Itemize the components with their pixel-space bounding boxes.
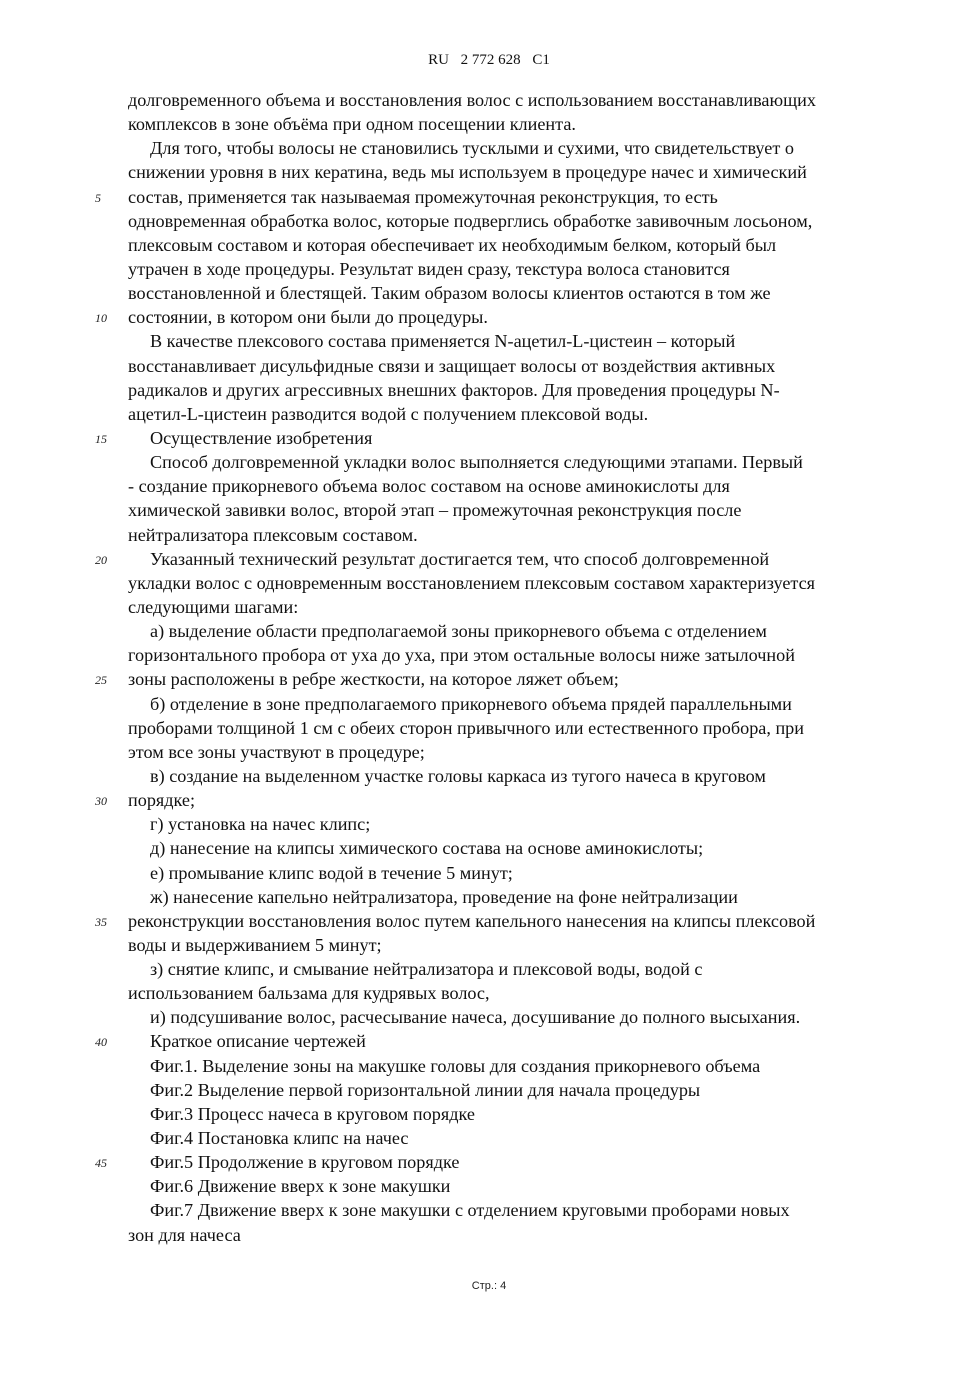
- line-text: снижении уровня в них кератина, ведь мы используем в процедуре начес и химический: [128, 162, 807, 183]
- line-text: ж) нанесение капельно нейтрализатора, проведение на фоне нейтрализации: [150, 886, 738, 907]
- text-line: [95, 185, 888, 209]
- patent-header: [0, 52, 978, 69]
- line-text: Для того, чтобы волосы не становились тусклыми и сухими, что свидетельствует о: [150, 138, 794, 159]
- line-text: Осуществление изобретения: [150, 427, 373, 448]
- line-text: е) промывание клипс водой в течение 5 минут;: [150, 862, 513, 883]
- line-text: комплексов в зоне объёма при одном посещении клиента.: [128, 114, 576, 135]
- line-text: г) установка на начес клипс;: [150, 814, 371, 835]
- text-line: [128, 716, 888, 740]
- line-number: 20: [95, 552, 107, 567]
- text-line: [128, 1078, 888, 1102]
- text-line: [128, 861, 888, 885]
- text-line: [95, 305, 888, 329]
- line-text: радикалов и других агрессивных внешних факторов. Для проведения процедуры N-: [128, 379, 780, 400]
- line-text: ацетил-L-цистеин разводится водой с получением плексовой воды.: [128, 403, 649, 424]
- text-line: [128, 378, 888, 402]
- text-line: [95, 547, 888, 571]
- line-text: долговременного объема и восстановления волос с использованием восстанавливающих: [128, 90, 816, 110]
- line-text: реконструкции восстановления волос путем капельного нанесения на клипсы плексовой: [128, 910, 816, 931]
- text-line: [128, 571, 888, 595]
- line-number: 40: [95, 1035, 107, 1050]
- line-text: одновременная обработка волос, которые подверглись обработке завивочным лосьоном,: [128, 210, 813, 231]
- text-line: [128, 619, 888, 643]
- line-number: 15: [95, 431, 107, 446]
- text-line: [128, 981, 888, 1005]
- line-text: нейтрализатора плексовым составом.: [128, 524, 418, 545]
- text-line: [128, 474, 888, 498]
- text-line: [128, 643, 888, 667]
- line-text: Фиг.6 Движение вверх к зоне макушки: [150, 1176, 451, 1197]
- line-text: и) подсушивание волос, расчесывание начеса, досушивание до полного высыхания.: [150, 1007, 801, 1028]
- text-line: [95, 788, 888, 812]
- text-line: [128, 933, 888, 957]
- text-line: [128, 595, 888, 619]
- line-text: Фиг.4 Постановка клипс на начес: [150, 1128, 409, 1149]
- line-text: горизонтального пробора от уха до уха, при этом остальные волосы ниже затылочной: [128, 645, 795, 666]
- line-number: 30: [95, 794, 107, 809]
- line-number: 45: [95, 1156, 107, 1171]
- text-line: [128, 498, 888, 522]
- line-text: следующими шагами:: [128, 596, 299, 617]
- text-line: [128, 957, 888, 981]
- text-line: [95, 667, 888, 691]
- text-line: [128, 740, 888, 764]
- patent-kind: C1: [532, 52, 550, 68]
- line-number: 25: [95, 673, 107, 688]
- text-line: [128, 402, 888, 426]
- line-text: Указанный технический результат достигается тем, что способ долговременной: [150, 548, 770, 569]
- page-label: Стр.:: [471, 1280, 498, 1292]
- text-line: [128, 812, 888, 836]
- text-line: [128, 160, 888, 184]
- text-line: [95, 426, 888, 450]
- line-text: Фиг.1. Выделение зоны на макушке головы для создания прикорневого объема: [150, 1055, 761, 1076]
- line-text: восстанавливает дисульфидные связи и защищает волосы от воздействия активных: [128, 355, 776, 376]
- line-text: Фиг.7 Движение вверх к зоне макушки с отделением круговыми проборами новых: [150, 1200, 790, 1221]
- line-text: зоны расположены в ребре жесткости, на которое ляжет объем;: [128, 669, 619, 690]
- line-text: зон для начеса: [128, 1224, 241, 1245]
- line-text: д) нанесение на клипсы химического состава на основе аминокислоты;: [150, 838, 704, 859]
- text-line: [128, 233, 888, 257]
- line-text: состав, применяется так называемая промежуточная реконструкция, то есть: [128, 186, 718, 207]
- document-body: [95, 88, 888, 1247]
- text-line: [128, 136, 888, 160]
- text-line: [95, 909, 888, 933]
- line-text: химической завивки волос, второй этап – промежуточная реконструкция после: [128, 500, 742, 521]
- line-text: проборами толщиной 1 см с обеих сторон привычного или естественного пробора, при: [128, 717, 805, 738]
- text-line: [128, 1126, 888, 1150]
- line-text: использованием бальзама для кудрявых волос,: [128, 983, 490, 1004]
- text-line: [128, 281, 888, 305]
- text-line: [128, 885, 888, 909]
- line-text: порядке;: [128, 790, 196, 811]
- text-line: [128, 354, 888, 378]
- line-text: з) снятие клипс, и смывание нейтрализатора и плексовой воды, водой с: [150, 959, 703, 980]
- page-number: 4: [500, 1280, 507, 1292]
- text-line: [128, 1054, 888, 1078]
- line-text: Фиг.5 Продолжение в круговом порядке: [150, 1152, 460, 1173]
- line-number: 10: [95, 311, 107, 326]
- line-text: Фиг.2 Выделение первой горизонтальной линии для начала процедуры: [150, 1079, 701, 1100]
- line-text: В качестве плексового состава применяется N-ацетил-L-цистеин – который: [150, 331, 736, 352]
- line-text: воды и выдерживанием 5 минут;: [128, 934, 382, 955]
- line-text: а) выделение области предполагаемой зоны прикорневого объема с отделением: [150, 621, 767, 642]
- line-text: - создание прикорневого объема волос составом на основе аминокислоты для: [128, 476, 730, 497]
- text-line: [128, 1102, 888, 1126]
- line-text: Фиг.3 Процесс начеса в круговом порядке: [150, 1103, 475, 1124]
- text-line: [128, 257, 888, 281]
- text-line: [95, 1029, 888, 1053]
- line-text: Краткое описание чертежей: [150, 1031, 366, 1052]
- line-text: утрачен в ходе процедуры. Результат виден сразу, текстура волоса становится: [128, 258, 730, 279]
- text-line: [128, 1223, 888, 1247]
- line-text: состоянии, в котором они были до процедуры.: [128, 307, 488, 328]
- text-line: [128, 88, 888, 112]
- text-line: [128, 329, 888, 353]
- country-code: RU: [428, 52, 449, 68]
- text-line: [128, 836, 888, 860]
- line-text: плексовым составом и которая обеспечивает их необходимым белком, который был: [128, 234, 777, 255]
- line-number: 5: [95, 190, 101, 205]
- text-line: [128, 450, 888, 474]
- line-number: 35: [95, 914, 107, 929]
- text-line: [128, 1174, 888, 1198]
- text-line: [95, 1150, 888, 1174]
- text-line: [128, 112, 888, 136]
- text-line: [128, 209, 888, 233]
- text-line: [128, 1005, 888, 1029]
- patent-number: 2 772 628: [460, 52, 521, 68]
- line-text: Способ долговременной укладки волос выполняется следующими этапами. Первый: [150, 452, 803, 473]
- page-footer: [0, 1280, 978, 1292]
- line-text: б) отделение в зоне предполагаемого прикорневого объема прядей параллельными: [150, 693, 792, 714]
- text-line: [128, 764, 888, 788]
- line-text: восстановленной и блестящей. Таким образом волосы клиентов остаются в том же: [128, 283, 771, 304]
- line-text: в) создание на выделенном участке головы каркаса из тугого начеса в круговом: [150, 765, 766, 786]
- line-text: этом все зоны участвуют в процедуре;: [128, 741, 425, 762]
- line-text: укладки волос с одновременным восстановлением плексовым составом характеризуется: [128, 572, 816, 593]
- text-line: [128, 692, 888, 716]
- text-line: [128, 1198, 888, 1222]
- text-line: [128, 523, 888, 547]
